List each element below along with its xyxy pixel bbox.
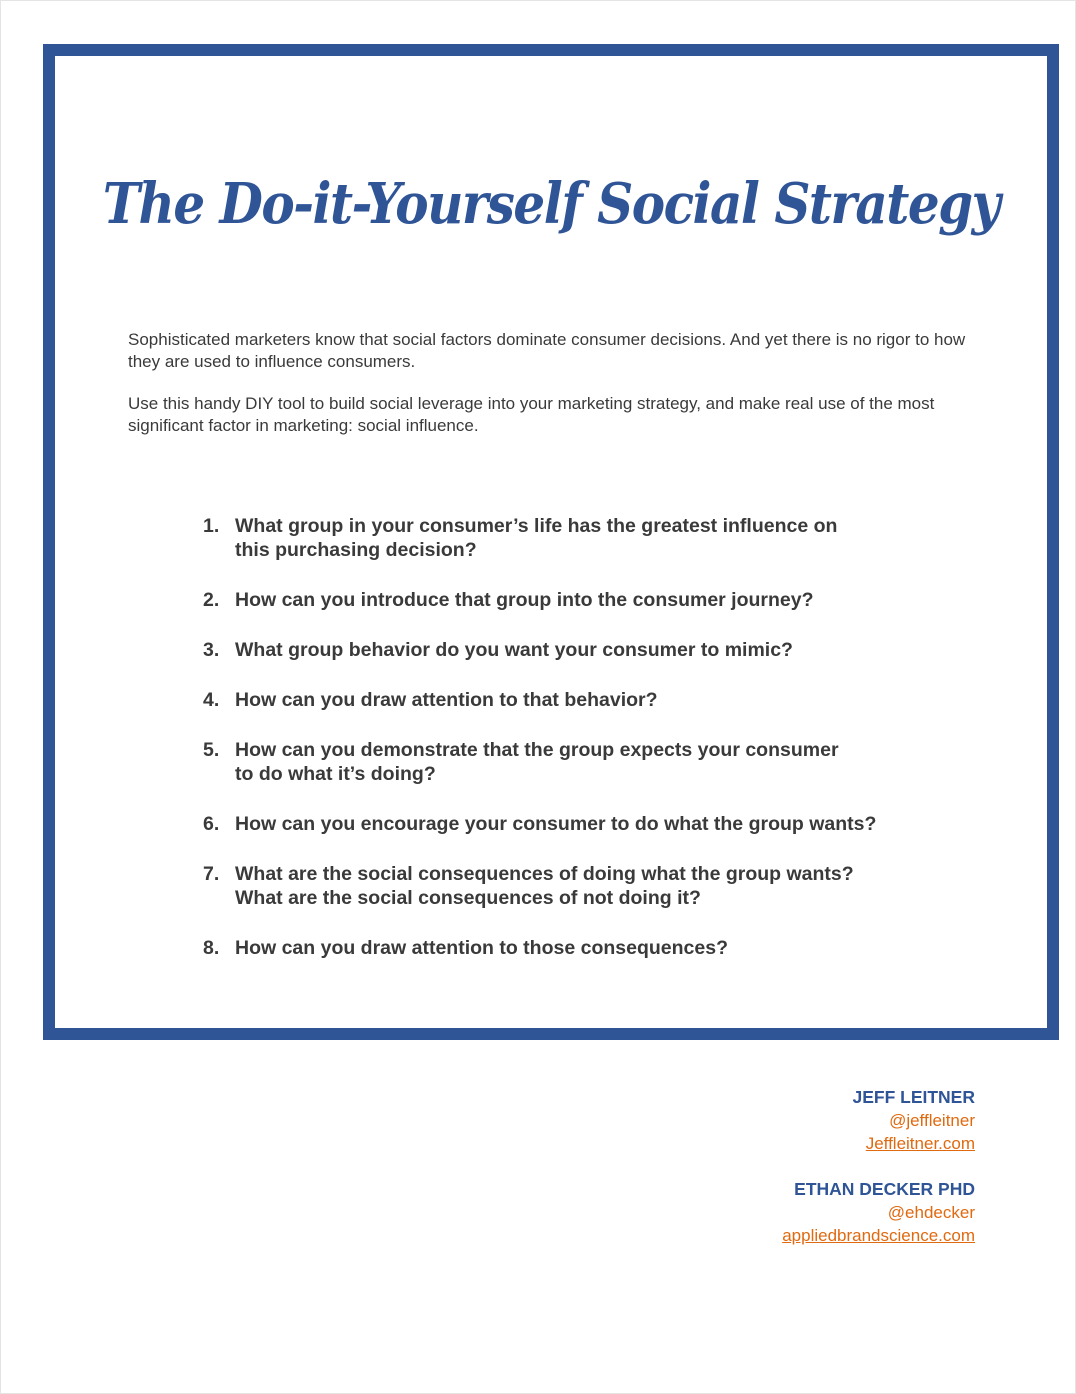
question-text-cont: to do what it’s doing? bbox=[235, 763, 436, 785]
question-item-7 bbox=[191, 862, 951, 910]
question-number: 6. bbox=[203, 813, 220, 835]
question-text: How can you demonstrate that the group expects your consumer bbox=[235, 739, 839, 761]
question-text: How can you draw attention to that behavior? bbox=[235, 689, 658, 711]
intro-paragraph-2: Use this handy DIY tool to build social leverage into your marketing strategy, and make real use of the most significant factor in marketing: social influence. bbox=[128, 394, 935, 435]
document-title: The Do-it-Yourself Social Strategy bbox=[102, 170, 1000, 237]
question-item-5 bbox=[191, 738, 951, 786]
question-number: 3. bbox=[203, 639, 220, 661]
author-name: JEFF LEITNER bbox=[852, 1087, 975, 1107]
question-number: 7. bbox=[203, 863, 220, 885]
question-number: 1. bbox=[203, 515, 220, 537]
question-text: What group in your consumer’s life has the greatest influence on bbox=[235, 515, 838, 537]
question-item-3 bbox=[191, 638, 951, 662]
question-number: 2. bbox=[203, 589, 220, 611]
author-name: ETHAN DECKER PHD bbox=[794, 1179, 975, 1199]
question-number: 8. bbox=[203, 937, 220, 959]
question-item-8 bbox=[191, 936, 951, 960]
document-frame bbox=[43, 44, 1059, 1245]
question-item-1 bbox=[191, 514, 951, 562]
author-website-link[interactable]: appliedbrandscience.com bbox=[782, 1226, 975, 1245]
author-website-link[interactable]: Jeffleitner.com bbox=[865, 1134, 975, 1153]
question-number: 4. bbox=[203, 689, 220, 711]
intro-paragraph-1: Sophisticated marketers know that social factors dominate consumer decisions. And yet there is no rigor to how they are used to influence consumers. bbox=[128, 330, 966, 371]
question-text: How can you encourage your consumer to do what the group wants? bbox=[235, 813, 877, 835]
author-block-ethan bbox=[782, 1178, 975, 1247]
author-handle: @ehdecker bbox=[887, 1203, 975, 1222]
question-item-2 bbox=[191, 588, 951, 612]
question-item-6 bbox=[191, 812, 951, 836]
author-credits bbox=[782, 1086, 975, 1270]
question-text: How can you draw attention to those consequences? bbox=[235, 937, 728, 959]
question-text-cont: this purchasing decision? bbox=[235, 539, 477, 561]
author-block-jeff bbox=[782, 1086, 975, 1155]
author-handle: @jeffleitner bbox=[889, 1111, 975, 1130]
intro-section bbox=[128, 329, 988, 457]
question-text: What group behavior do you want your consumer to mimic? bbox=[235, 639, 793, 661]
question-text: What are the social consequences of doing what the group wants? bbox=[235, 863, 854, 885]
question-text-cont: What are the social consequences of not doing it? bbox=[235, 887, 701, 909]
question-number: 5. bbox=[203, 739, 220, 761]
question-text: How can you introduce that group into the consumer journey? bbox=[235, 589, 814, 611]
question-list bbox=[191, 514, 951, 986]
question-item-4 bbox=[191, 688, 951, 712]
